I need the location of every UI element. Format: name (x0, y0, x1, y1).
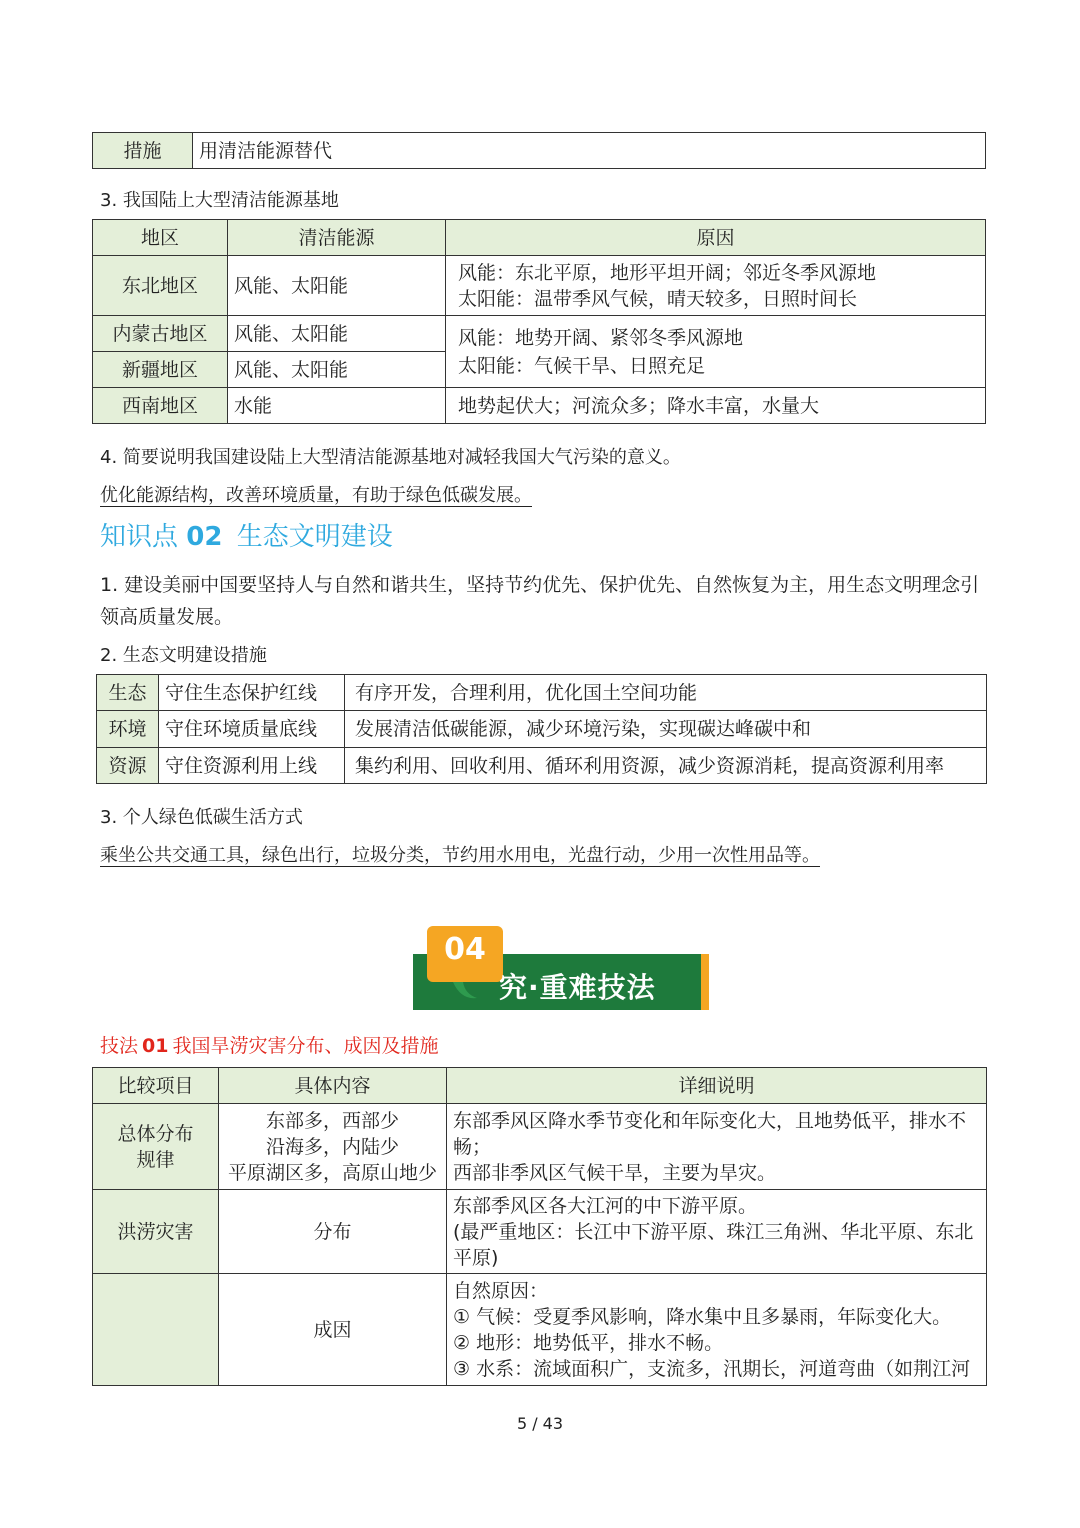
row-distribution-content (219, 1104, 447, 1190)
content-line-1: 东部多，西部少 (265, 1109, 399, 1132)
header-content: 具体内容 (219, 1068, 447, 1104)
detail-line-1: 东部季风区降水季节变化和年际变化大，且地势低平，排水不畅； (453, 1109, 967, 1158)
reason-northeast (446, 256, 986, 316)
row-cause-item (93, 1274, 219, 1386)
drought-flood-table (92, 1067, 987, 1386)
cause-detail-1: 自然原因： (453, 1279, 549, 1302)
cause-detail-4: ③ 水系：流域面积广，支流多，汛期长，河道弯曲（如荆江河 (453, 1357, 971, 1380)
technique-prefix: 技法 (100, 1035, 139, 1057)
energy-southwest: 水能 (228, 388, 446, 424)
energy-xinjiang: 风能、太阳能 (228, 352, 446, 388)
reason-southwest: 地势起伏大；河流众多；降水丰富，水量大 (446, 388, 986, 424)
header-reason: 原因 (446, 220, 986, 256)
content-line-3: 平原湖区多，高原山地少 (227, 1161, 437, 1184)
cause-detail-3: ② 地形：地势低平，排水不畅。 (453, 1331, 724, 1354)
row-flood-content: 分布 (219, 1190, 447, 1274)
question-4: 4. 简要说明我国建设陆上大型清洁能源基地对减轻我国大气污染的意义。 (100, 447, 681, 468)
answer-3b: 乘坐公共交通工具，绿色出行，垃圾分类，节约用水用电，光盘行动，少用一次性用品等。 (100, 845, 820, 866)
content-line-2: 沿海多，内陆少 (265, 1135, 399, 1158)
resource-measure: 守住资源利用上线 (159, 748, 345, 784)
detail-line-2: 西部非季风区气候干旱，主要为旱灾。 (453, 1161, 777, 1184)
header-region: 地区 (93, 220, 228, 256)
technique-num: 01 (142, 1035, 169, 1057)
env-measure: 守住环境质量底线 (159, 711, 345, 748)
flood-detail-3: 平原) (453, 1246, 499, 1269)
measure-label: 措施 (93, 133, 193, 169)
technique-title: 我国旱涝灾害分布、成因及措施 (172, 1035, 439, 1057)
cause-detail-2: ① 气候：受夏季风影响，降水集中且多暴雨，年际变化大。 (453, 1305, 952, 1328)
measure-table (92, 132, 986, 169)
energy-inner-mongolia: 风能、太阳能 (228, 316, 446, 352)
banner-text: 究·重难技法 (499, 971, 656, 1004)
page-number: 5 / 43 (516, 1414, 564, 1433)
paragraph-1-line-2: 领高质量发展。 (100, 606, 234, 628)
eco-key: 生态 (97, 675, 159, 711)
section-3-title: 3. 我国陆上大型清洁能源基地 (100, 190, 339, 211)
reason-northeast-solar: 太阳能：温带季风气候，晴天较多，日照时间长 (458, 287, 858, 310)
section-2-title: 2. 生态文明建设措施 (100, 645, 267, 666)
flood-detail-2: (最严重地区：长江中下游平原、珠江三角洲、华北平原、东北 (453, 1220, 974, 1243)
knowledge-heading (100, 516, 393, 553)
env-key: 环境 (97, 711, 159, 748)
region-southwest: 西南地区 (93, 388, 228, 424)
eco-measure: 守住生态保护红线 (159, 675, 345, 711)
reason-shared-wind: 风能：地势开阔、紧邻冬季风源地 (458, 326, 744, 349)
reason-shared (446, 316, 986, 388)
resource-detail: 集约利用、回收利用、循环利用资源，减少资源消耗，提高资源利用率 (345, 748, 987, 784)
section-04-banner (413, 924, 709, 1012)
energy-northeast: 风能、太阳能 (228, 256, 446, 316)
paragraph-1-line-1: 1. 建设美丽中国要坚持人与自然和谐共生，坚持节约优先、保护优先、自然恢复为主，用生态文明理念引 (100, 574, 980, 596)
region-xinjiang: 新疆地区 (93, 352, 228, 388)
section-3b-title: 3. 个人绿色低碳生活方式 (100, 807, 303, 828)
energy-base-table (92, 219, 986, 424)
region-northeast: 东北地区 (93, 256, 228, 316)
heading-title: 生态文明建设 (236, 522, 393, 552)
row-cause-detail (447, 1274, 987, 1386)
answer-4: 优化能源结构，改善环境质量，有助于绿色低碳发展。 (100, 485, 532, 506)
reason-northeast-wind: 风能：东北平原，地形平坦开阔；邻近冬季风源地 (458, 261, 877, 284)
measure-value: 用清洁能源替代 (193, 133, 986, 169)
technique-heading (100, 1031, 438, 1058)
eco-detail: 有序开发，合理利用，优化国土空间功能 (345, 675, 987, 711)
header-energy: 清洁能源 (228, 220, 446, 256)
env-detail: 发展清洁低碳能源，减少环境污染，实现碳达峰碳中和 (345, 711, 987, 748)
heading-prefix: 知识点 (100, 522, 179, 552)
banner-number: 04 (444, 932, 486, 967)
header-item: 比较项目 (93, 1068, 219, 1104)
row-distribution-item: 总体分布规律 (93, 1104, 219, 1190)
row-cause-content: 成因 (219, 1274, 447, 1386)
resource-key: 资源 (97, 748, 159, 784)
flood-detail-1: 东部季风区各大江河的中下游平原。 (453, 1194, 758, 1217)
heading-num: 02 (186, 522, 223, 552)
reason-shared-solar: 太阳能：气候干旱、日照充足 (458, 354, 706, 377)
row-flood-detail (447, 1190, 987, 1274)
header-detail: 详细说明 (447, 1068, 987, 1104)
eco-measures-table (96, 674, 987, 784)
row-flood-item: 洪涝灾害 (93, 1190, 219, 1274)
row-distribution-detail (447, 1104, 987, 1190)
region-inner-mongolia: 内蒙古地区 (93, 316, 228, 352)
